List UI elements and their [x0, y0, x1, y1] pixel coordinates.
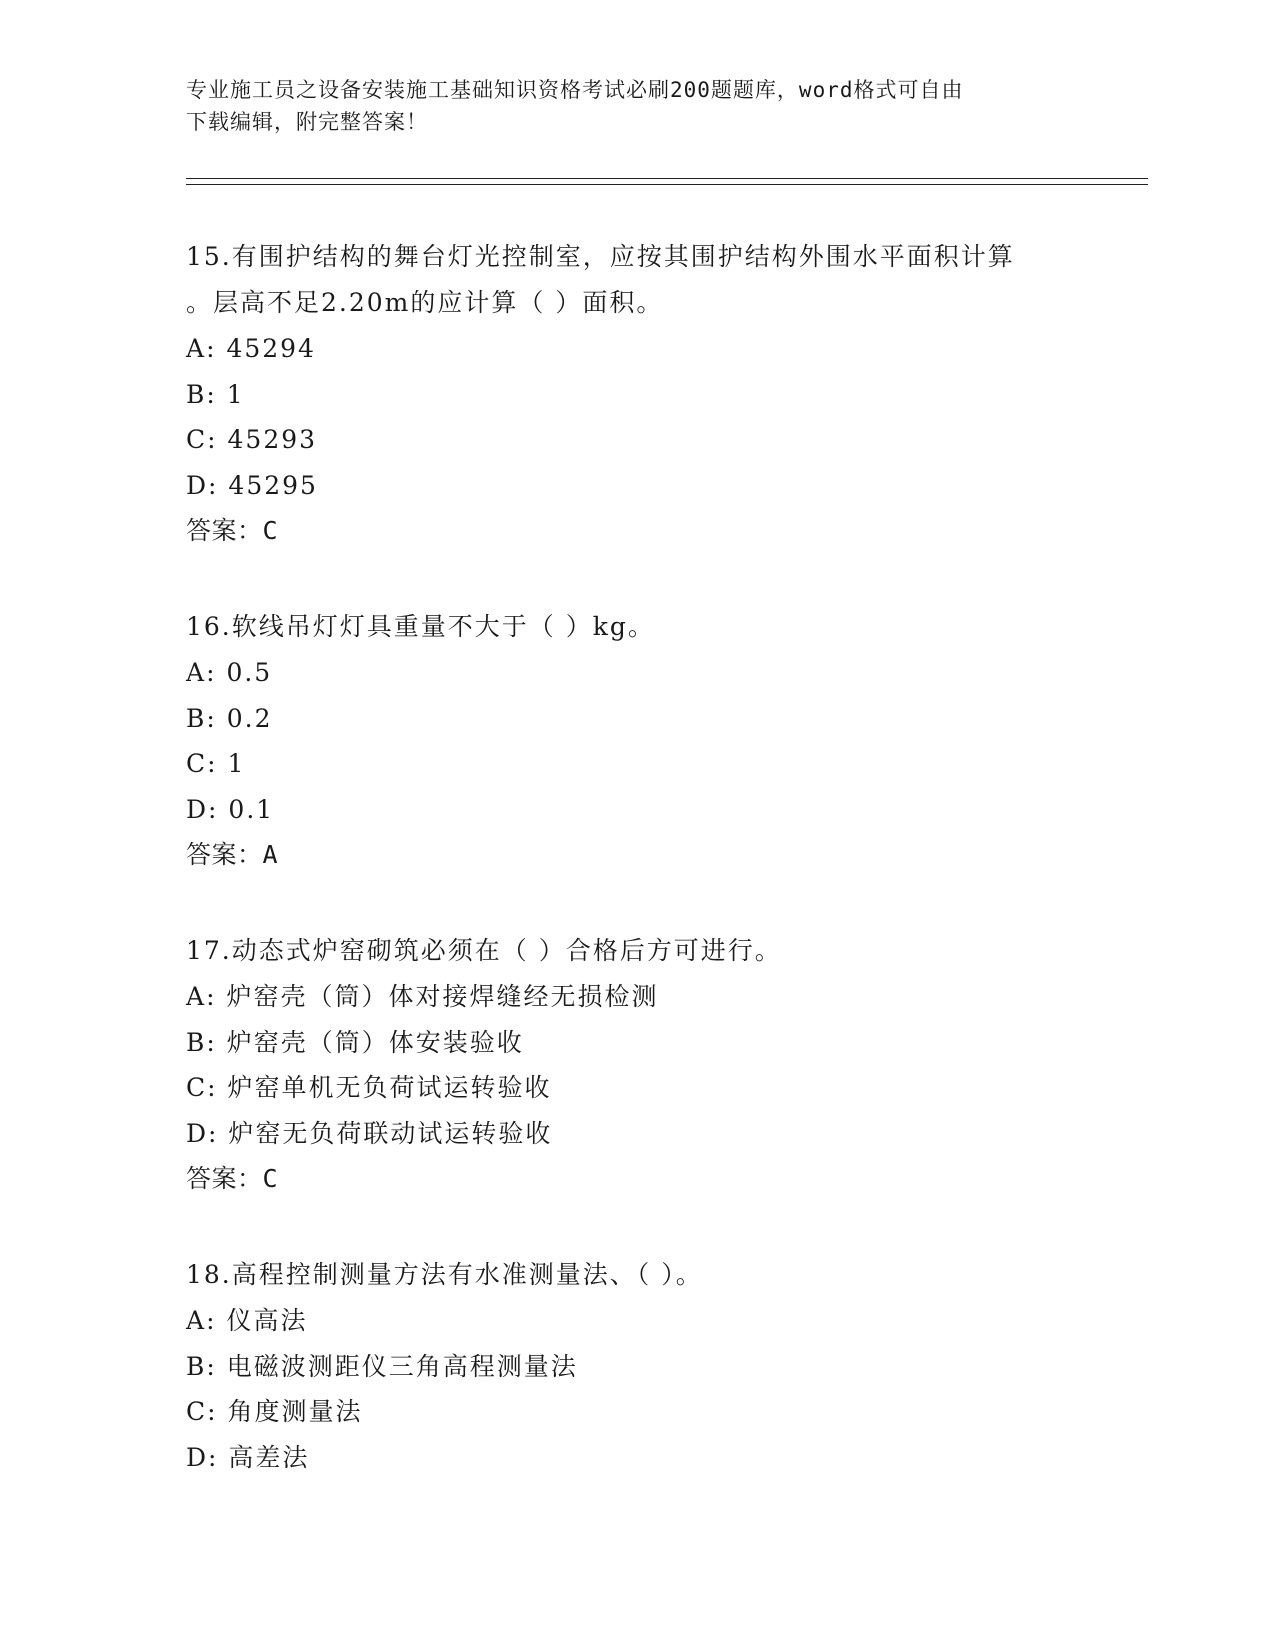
option-text: 炉窑无负荷联动试运转验收	[228, 1118, 553, 1148]
question-16	[186, 604, 1086, 878]
option-b: B: 0.2	[186, 703, 273, 733]
header-title-line-2: 下载编辑，附完整答案！	[186, 110, 428, 134]
header-divider-bottom	[186, 184, 1148, 185]
option-text: 45295	[228, 470, 318, 500]
option-text: 45294	[226, 334, 316, 363]
option-a: A: 仪高法	[186, 1306, 308, 1335]
option-text: 0.5	[226, 658, 273, 687]
option-a: A: 45294	[186, 334, 316, 363]
question-stem	[186, 928, 1086, 974]
question-stem	[186, 234, 1086, 326]
option-text: 45293	[227, 425, 318, 454]
option-d: D: 高差法	[186, 1442, 310, 1472]
option-text: 1	[227, 749, 246, 778]
option-text: 炉窑壳（筒）体安装验收	[226, 1027, 524, 1057]
option-a: A: 炉窑壳（筒）体对接焊缝经无损检测	[186, 982, 659, 1011]
option-text: 高差法	[228, 1442, 310, 1472]
option-text: 炉窑壳（筒）体对接焊缝经无损检测	[226, 982, 659, 1011]
option-c: C: 1	[186, 749, 246, 778]
question-stem-line: 17.动态式炉窑砌筑必须在（ ）合格后方可进行。	[186, 936, 782, 965]
question-stem-line: 。层高不足2.20m的应计算（ ）面积。	[186, 288, 664, 317]
option-text: 1	[226, 379, 245, 409]
option-text: 角度测量法	[227, 1397, 363, 1426]
option-c: C: 角度测量法	[186, 1397, 363, 1426]
answer-text: 答案：C	[186, 1164, 279, 1193]
question-stem	[186, 604, 1086, 650]
option-text: 电磁波测距仪三角高程测量法	[226, 1351, 578, 1381]
answer-text: 答案：C	[186, 516, 279, 545]
question-15	[186, 234, 1086, 554]
question-stem-line: 18.高程控制测量方法有水准测量法、（ ）。	[186, 1260, 703, 1289]
document-header	[186, 74, 1086, 138]
answer-text: 答案：A	[186, 840, 279, 869]
option-d: D: 0.1	[186, 794, 275, 824]
option-a: A: 0.5	[186, 658, 273, 687]
question-stem-line: 16.软线吊灯灯具重量不大于（ ）kg。	[186, 612, 655, 641]
option-c: C: 炉窑单机无负荷试运转验收	[186, 1073, 552, 1102]
option-c: C: 45293	[186, 425, 318, 454]
option-d: D: 45295	[186, 470, 318, 500]
header-divider-top	[186, 178, 1148, 179]
question-stem-line: 15.有围护结构的舞台灯光控制室，应按其围护结构外围水平面积计算	[186, 242, 1015, 271]
option-b: B: 1	[186, 379, 245, 409]
option-text: 仪高法	[226, 1306, 308, 1335]
option-text: 炉窑单机无负荷试运转验收	[227, 1073, 552, 1102]
header-title-line-1: 专业施工员之设备安装施工基础知识资格考试必刷200题题库，word格式可自由	[186, 78, 964, 102]
question-18	[186, 1252, 1086, 1480]
question-17	[186, 928, 1086, 1202]
option-text: 0.1	[228, 794, 275, 824]
option-text: 0.2	[226, 703, 273, 733]
option-b: B: 电磁波测距仪三角高程测量法	[186, 1351, 578, 1381]
option-d: D: 炉窑无负荷联动试运转验收	[186, 1118, 553, 1148]
option-b: B: 炉窑壳（筒）体安装验收	[186, 1027, 524, 1057]
question-list	[186, 234, 1086, 1530]
question-stem	[186, 1252, 1086, 1298]
